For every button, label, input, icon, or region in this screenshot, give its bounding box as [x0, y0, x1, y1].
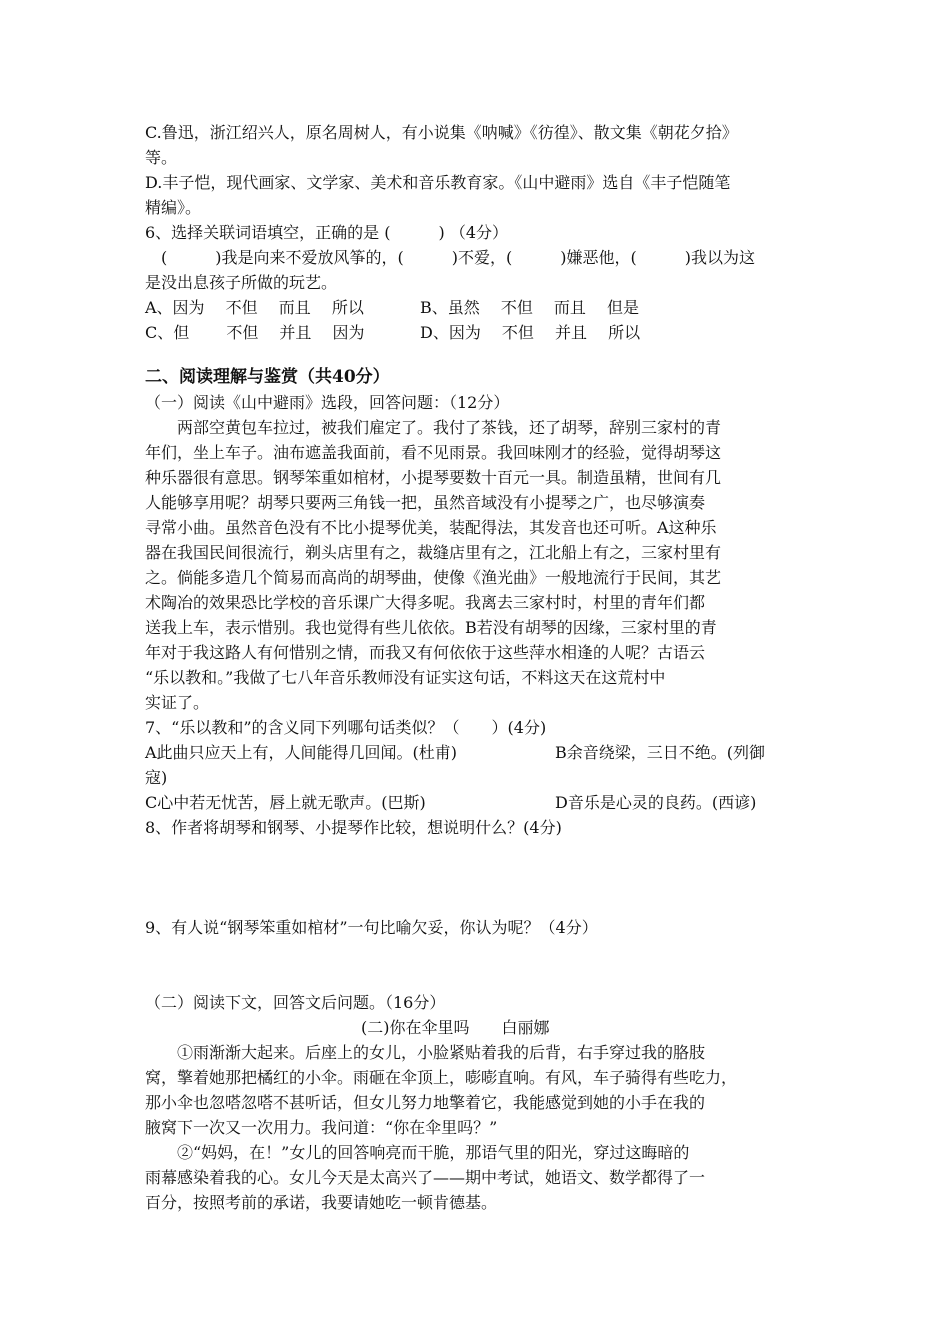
q5-option-c-line1: C.鲁迅，浙江绍兴人，原名周树人，有小说集《呐喊》《彷徨》、散文集《朝花夕拾》	[145, 123, 738, 142]
passage-line: 百分，按照考前的承诺，我要请她吃一顿肯德基。	[145, 1193, 498, 1212]
passage-line: 那小伞也忽嗒忽嗒不甚听话，但女儿努力地擎着它，我能感觉到她的小手在我的	[145, 1093, 706, 1112]
q6-sentence-line2: 是没出息孩子所做的玩艺。	[145, 273, 338, 292]
q8-stem: 8、作者将胡琴和钢琴、小提琴作比较，想说明什么？(4分)	[145, 818, 562, 837]
q7-option-b: B余音绕梁，三日不绝。(列御	[555, 743, 766, 762]
q7-options-row2	[145, 790, 810, 815]
passage-line: 窝，擎着她那把橘红的小伞。雨砸在伞顶上，嘭嘭直响。有风，车子骑得有些吃力，	[145, 1068, 738, 1087]
q6-option-c: C、但 不但 并且 因为	[145, 323, 365, 342]
q7-option-d: D音乐是心灵的良药。(西谚)	[555, 793, 757, 812]
spacer	[145, 345, 810, 365]
q7-option-b-line2: 寇)	[145, 768, 168, 787]
exam-page	[145, 120, 810, 1215]
passage-line: 寻常小曲。虽然音色没有不比小提琴优美，装配得法，其发音也还可听。A这种乐	[145, 518, 717, 537]
q5-option-d-line2: 精编》。	[145, 198, 202, 217]
section2-title: 二、阅读理解与鉴赏（共40分）	[145, 367, 390, 387]
q5-option-d-line1: D.丰子恺，现代画家、文学家、美术和音乐教育家。《山中避雨》选自《丰子恺随笔	[145, 173, 731, 192]
q6-stem: 6、选择关联词语填空，正确的是 ( ) （4分）	[145, 223, 509, 242]
passage-ni-zai-san-li-ma	[145, 1040, 810, 1215]
passage-line: ①雨渐渐大起来。后座上的女儿，小脸紧贴着我的后背，右手穿过我的胳肢	[177, 1043, 706, 1062]
passage-line: 腋窝下一次又一次用力。我问道：“你在伞里吗？”	[145, 1118, 498, 1137]
q7-option-c: C心中若无忧苦，唇上就无歌声。(巴斯)	[145, 793, 426, 812]
passage-line: 年对于我这路人有何惜别之情，而我又有何依依于这些萍水相逢的人呢？古语云	[145, 643, 706, 662]
passage-line: 实证了。	[145, 693, 210, 712]
q5-option-c-line2: 等。	[145, 148, 178, 167]
passage-line: 雨幕感染着我的心。女儿今天是太高兴了——期中考试，她语文、数学都得了一	[145, 1168, 706, 1187]
q9-answer-space	[145, 940, 810, 990]
passage-line: 年们，坐上车子。油布遮盖我面前，看不见雨景。我回味刚才的经验，觉得胡琴这	[145, 443, 722, 462]
q9-stem: 9、有人说“钢琴笨重如棺材”一句比喻欠妥，你认为呢？（4分）	[145, 918, 598, 937]
passage-line: 人能够享用呢？胡琴只要两三角钱一把，虽然音域没有小提琴之广，也尽够演奏	[145, 493, 706, 512]
q6-sentence-line1: ( )我是向来不爱放风筝的，( )不爱，( )嫌恶他，( )我以为这	[161, 248, 755, 267]
passage-line: “乐以教和。”我做了七八年音乐教师没有证实这句话，不料这天在这荒村中	[145, 668, 666, 687]
passage-line: 两部空黄包车拉过，被我们雇定了。我付了茶钱，还了胡琴，辞别三家村的青	[177, 418, 722, 437]
q7-option-a: A此曲只应天上有，人间能得几回闻。(杜甫)	[145, 743, 458, 762]
q6-options-row2	[145, 320, 810, 345]
q6-option-b: B、虽然 不但 而且 但是	[420, 298, 640, 317]
q6-options-row1	[145, 295, 810, 320]
passage-line: 术陶冶的效果恐比学校的音乐课广大得多呢。我离去三家村时，村里的青年们都	[145, 593, 706, 612]
passage-line: 送我上车，表示惜别。我也觉得有些儿依依。B若没有胡琴的因缘，三家村里的青	[145, 618, 717, 637]
part2-intro: （二）阅读下文，回答文后问题。（16分）	[145, 993, 446, 1012]
q7-options-row1	[145, 740, 810, 765]
passage-shanzhong-biyu	[145, 415, 810, 715]
q6-option-d: D、因为 不但 并且 所以	[420, 323, 641, 342]
part1-intro: （一）阅读《山中避雨》选段，回答问题：（12分）	[145, 393, 510, 412]
passage-line: 种乐器很有意思。钢琴笨重如棺材，小提琴要数十百元一具。制造虽精，世间有几	[145, 468, 722, 487]
passage-line: 器在我国民间很流行，剃头店里有之，裁缝店里有之，江北船上有之，三家村里有	[145, 543, 722, 562]
passage-line: 之。倘能多造几个简易而高尚的胡琴曲，使像《渔光曲》一般地流行于民间，其艺	[145, 568, 722, 587]
q8-answer-space	[145, 840, 810, 915]
q7-stem: 7、“乐以教和”的含义同下列哪句话类似？（ ）(4分)	[145, 718, 547, 737]
q6-option-a: A、因为 不但 而且 所以	[145, 298, 364, 317]
part2-article-title: (二)你在伞里吗 白丽娜	[361, 1018, 550, 1037]
passage-line: ②“妈妈，在！”女儿的回答响亮而干脆，那语气里的阳光，穿过这晦暗的	[177, 1143, 690, 1162]
